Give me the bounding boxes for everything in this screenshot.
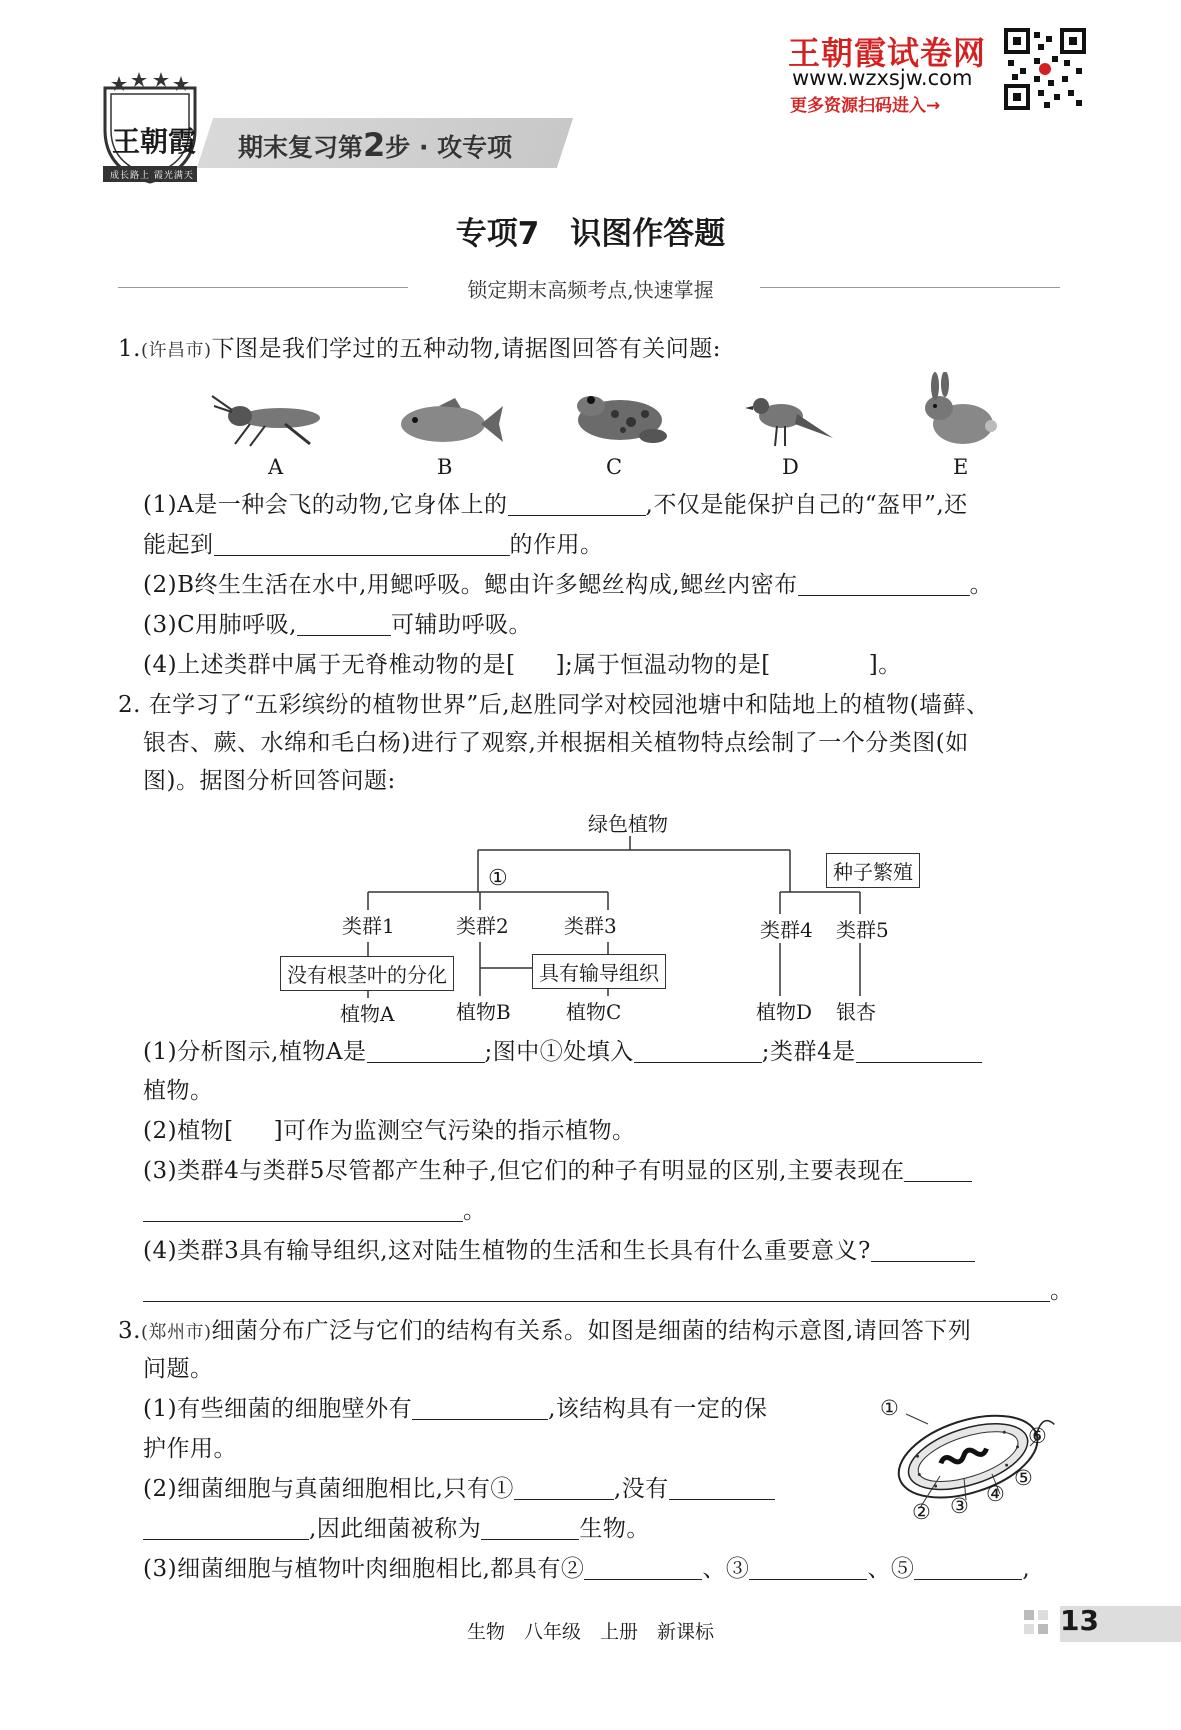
q2-part3-line2 [143, 1196, 487, 1226]
q1-p4-text-c: ]。 [868, 652, 902, 678]
bacteria-label-5: ⑤ [1014, 1466, 1033, 1490]
bacteria-diagram [880, 1396, 1060, 1526]
q2-p4-blank2[interactable] [143, 1279, 1050, 1302]
page-number: 13 [1060, 1604, 1099, 1637]
q3-part1-line1 [143, 1394, 767, 1424]
q2-stem-line3: 图)。据图分析回答问题: [143, 768, 396, 794]
q3-p2-text-b: ,没有 [613, 1476, 669, 1502]
q2-stem-line1: 2. 在学习了“五彩缤纷的植物世界”后,赵胜同学对校园池塘中和陆地上的植物(墙藓、 [118, 692, 990, 718]
q3-p2-text-a: (2)细菌细胞与真菌细胞相比,只有① [143, 1476, 514, 1502]
q3-p3-blank1[interactable] [584, 1557, 702, 1580]
q3-p1-text-a: (1)有些细菌的细胞壁外有 [143, 1396, 413, 1422]
q2-p4-text-b: 。 [1050, 1278, 1074, 1304]
q2-part2 [143, 1116, 636, 1146]
tree-group-1: 类群1 [342, 910, 395, 939]
q3-p2-blank4[interactable] [481, 1517, 579, 1540]
q1-p2-text-b: 。 [969, 572, 994, 598]
q2-part1-line1 [143, 1037, 982, 1067]
q1-p1-text-d: 的作用。 [509, 532, 604, 558]
tree-group-4: 类群4 [760, 914, 813, 943]
q3-stem-line2: 问题。 [143, 1356, 214, 1382]
q1-p1-text-a: (1)A是一种会飞的动物,它身体上的 [143, 492, 508, 518]
q1-source: (许昌市) [140, 340, 212, 361]
q2-part1-line2: 植物。 [143, 1078, 214, 1104]
q3-p1-text-b: ,该结构具有一定的保 [548, 1396, 768, 1422]
q2-p1-blank3[interactable] [856, 1040, 982, 1063]
q3-text: 细菌分布广泛与它们的结构有关系。如图是细菌的结构示意图,请回答下列 [211, 1318, 972, 1344]
q2-p3-blank1[interactable] [904, 1159, 972, 1182]
page-title: 专项7 识图作答题 [455, 216, 726, 252]
q2-p4-blank1[interactable] [871, 1239, 975, 1262]
animal-label-c: C [606, 455, 623, 479]
q2-part4-line2 [143, 1276, 1074, 1306]
q2-part3-line1 [143, 1156, 972, 1186]
q3-part3 [143, 1554, 1030, 1584]
q3-p3-blank3[interactable] [914, 1557, 1022, 1580]
q2-p3-text-a: (3)类群4与类群5尽管都产生种子,但它们的种子有明显的区别,主要表现在 [143, 1158, 905, 1184]
q3-part2-line2 [143, 1514, 650, 1544]
q1-p4-text-b: ];属于恒温动物的是[ [555, 652, 771, 678]
tree-box-no-organs: 没有根茎叶的分化 [280, 956, 454, 991]
q3-p2-text-c: ,因此细菌被称为 [309, 1516, 482, 1542]
bacteria-label-3: ③ [950, 1494, 969, 1518]
animal-label-b: B [437, 455, 453, 479]
tree-plant-c: 植物C [566, 996, 621, 1025]
q3-p3-text-b: 、③ [702, 1556, 750, 1582]
brand-url[interactable]: www.wzxsjw.com [792, 66, 973, 90]
brand-name: 王朝霞试卷网 [788, 34, 987, 72]
tree-group-5: 类群5 [836, 914, 889, 943]
animal-label-d: D [782, 455, 799, 479]
q3-p3-blank2[interactable] [749, 1557, 867, 1580]
step-suffix: 步 · 攻专项 [385, 133, 513, 162]
q1-p3-text-a: (3)C用肺呼吸, [143, 612, 297, 638]
tree-plant-d: 植物D [756, 996, 812, 1025]
q2-p1-text-c: ;类群4是 [761, 1039, 856, 1065]
q2-stem-line2: 银杏、蕨、水绵和毛白杨)进行了观察,并根据相关植物特点绘制了一个分类图(如 [143, 730, 969, 756]
q3-p2-blank2[interactable] [669, 1477, 775, 1500]
bacteria-label-6: ⑥ [1028, 1424, 1047, 1448]
q2-p1-text-b: ;图中①处填入 [484, 1039, 634, 1065]
q3-p1-blank[interactable] [412, 1397, 548, 1420]
q2-p2-text-b: ]可作为监测空气污染的指示植物。 [273, 1118, 636, 1144]
q1-text: 下图是我们学过的五种动物,请据图回答有关问题: [211, 336, 722, 362]
q2-p1-blank1[interactable] [367, 1040, 485, 1063]
q2-p2-text-a: (2)植物[ [143, 1118, 234, 1144]
tree-group-3: 类群3 [564, 910, 617, 939]
brand-more: 更多资源扫码进入→ [790, 96, 941, 116]
tree-ginkgo: 银杏 [836, 996, 876, 1025]
step-label: 期末复习第 [238, 133, 364, 162]
q1-p3-text-b: 可辅助呼吸。 [391, 612, 532, 638]
q1-p2-text-a: (2)B终生生活在水中,用鳃呼吸。鳃由许多鳃丝构成,鳃丝内密布 [143, 572, 798, 598]
q2-p1-blank2[interactable] [634, 1040, 762, 1063]
q2-p3-text-b: 。 [463, 1198, 487, 1224]
q3-p2-blank1[interactable] [514, 1477, 614, 1500]
q3-p3-text-d: , [1022, 1556, 1031, 1582]
q3-p3-text-a: (3)细菌细胞与植物叶肉细胞相比,都具有② [143, 1556, 585, 1582]
q3-part2-line1 [143, 1474, 775, 1504]
step-number: 2 [363, 126, 386, 164]
bacteria-label-2: ② [912, 1500, 931, 1524]
tree-root: 绿色植物 [588, 812, 668, 836]
q1-number: 1. [118, 336, 141, 362]
q1-p4-text-a: (4)上述类群中属于无脊椎动物的是[ [143, 652, 516, 678]
q3-p2-blank3[interactable] [143, 1517, 309, 1540]
bacteria-label-1: ① [880, 1396, 899, 1420]
q1-p1-text-b: ,不仅是能保护自己的“盔甲”,还 [645, 492, 968, 518]
logo-text: 王朝霞 [112, 125, 197, 158]
tree-plant-a: 植物A [340, 998, 394, 1027]
q3-p3-text-c: 、⑤ [867, 1556, 915, 1582]
page-subtitle: 锁定期末高频考点,快速掌握 [467, 278, 714, 302]
q3-stem [118, 1316, 971, 1348]
footer-text: 生物 八年级 上册 新课标 [466, 1621, 714, 1643]
q2-p4-text-a: (4)类群3具有输导组织,这对陆生植物的生活和生长具有什么重要意义? [143, 1238, 871, 1264]
q2-p3-blank2[interactable] [143, 1199, 463, 1222]
tree-box-seed: 种子繁殖 [826, 853, 920, 888]
tree-group-2: 类群2 [456, 910, 509, 939]
q3-part1-line2: 护作用。 [143, 1436, 237, 1462]
page-corner-decoration [1020, 1606, 1060, 1642]
tree-node-1: ① [488, 866, 508, 891]
q3-number: 3. [118, 1318, 141, 1344]
animal-label-e: E [953, 455, 969, 479]
q2-p1-text-a: (1)分析图示,植物A是 [143, 1039, 367, 1065]
q3-p2-text-d: 生物。 [579, 1516, 650, 1542]
q3-source: (郑州市) [140, 1322, 212, 1343]
tree-box-vascular: 具有输导组织 [532, 954, 666, 989]
animal-label-a: A [268, 455, 284, 479]
q2-part4-line1 [143, 1236, 975, 1266]
logo-slogan: 成长路上 霞光满天 [110, 171, 194, 181]
bacteria-label-4: ④ [986, 1482, 1005, 1506]
q1-p1-text-c: 能起到 [143, 532, 214, 558]
tree-plant-b: 植物B [456, 996, 511, 1025]
